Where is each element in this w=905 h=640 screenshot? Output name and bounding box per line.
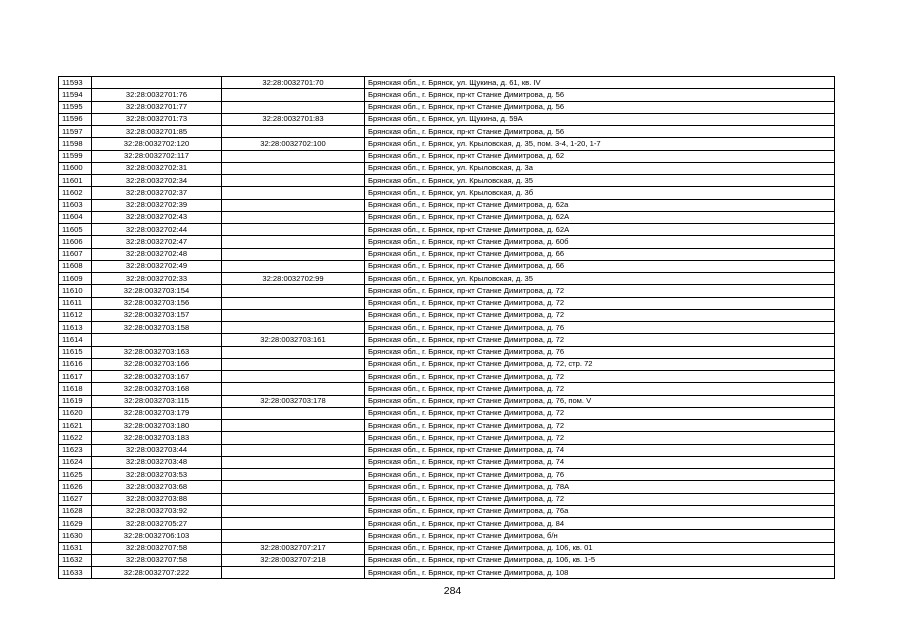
cadastral-number-cell: 32:28:0032703:115 [92,395,222,407]
row-number-cell: 11603 [59,199,92,211]
address-cell: Брянская обл., г. Брянск, пр-кт Станке Димитрова, д. 62А [365,211,835,223]
row-number-cell: 11620 [59,407,92,419]
table-row [59,358,835,370]
address-cell: Брянская обл., г. Брянск, пр-кт Станке Димитрова, д. 72 [365,493,835,505]
address-cell: Брянская обл., г. Брянск, пр-кт Станке Димитрова, д. 66 [365,260,835,272]
address-cell: Брянская обл., г. Брянск, пр-кт Станке Димитрова, д. 108 [365,567,835,579]
table-row [59,444,835,456]
cadastral-number-cell: 32:28:0032703:68 [92,481,222,493]
linked-cadastral-number-cell [222,358,365,370]
linked-cadastral-number-cell: 32:28:0032703:161 [222,334,365,346]
table-row [59,456,835,468]
cadastral-number-cell: 32:28:0032707:222 [92,567,222,579]
cadastral-number-cell: 32:28:0032703:167 [92,371,222,383]
address-cell: Брянская обл., г. Брянск, пр-кт Станке Димитрова, д. 72 [365,420,835,432]
table-row [59,113,835,125]
row-number-cell: 11611 [59,297,92,309]
cadastral-number-cell: 32:28:0032705:27 [92,518,222,530]
table-row [59,346,835,358]
linked-cadastral-number-cell [222,481,365,493]
table-row [59,187,835,199]
cadastral-number-cell: 32:28:0032703:183 [92,432,222,444]
cadastral-number-cell: 32:28:0032703:157 [92,309,222,321]
table-row [59,542,835,554]
row-number-cell: 11630 [59,530,92,542]
address-cell: Брянская обл., г. Брянск, ул. Крыловская, д. 35 [365,175,835,187]
cadastral-number-cell: 32:28:0032701:76 [92,89,222,101]
address-cell: Брянская обл., г. Брянск, пр-кт Станке Димитрова, д. 56 [365,126,835,138]
address-cell: Брянская обл., г. Брянск, пр-кт Станке Димитрова, д. 76 [365,322,835,334]
row-number-cell: 11598 [59,138,92,150]
row-number-cell: 11626 [59,481,92,493]
table-row [59,309,835,321]
table-row [59,334,835,346]
row-number-cell: 11610 [59,285,92,297]
address-cell: Брянская обл., г. Брянск, ул. Крыловская, д. 3а [365,162,835,174]
cadastral-number-cell: 32:28:0032703:180 [92,420,222,432]
linked-cadastral-number-cell [222,285,365,297]
table-row [59,493,835,505]
cadastral-number-cell: 32:28:0032701:85 [92,126,222,138]
linked-cadastral-number-cell [222,150,365,162]
cadastral-number-cell: 32:28:0032702:47 [92,236,222,248]
address-cell: Брянская обл., г. Брянск, пр-кт Станке Димитрова, д. 76 [365,346,835,358]
linked-cadastral-number-cell [222,456,365,468]
row-number-cell: 11618 [59,383,92,395]
address-cell: Брянская обл., г. Брянск, пр-кт Станке Димитрова, д. 74 [365,444,835,456]
row-number-cell: 11629 [59,518,92,530]
address-cell: Брянская обл., г. Брянск, пр-кт Станке Димитрова, д. 72 [365,371,835,383]
cadastral-number-cell: 32:28:0032702:34 [92,175,222,187]
address-cell: Брянская обл., г. Брянск, пр-кт Станке Димитрова, д. 76, пом. V [365,395,835,407]
row-number-cell: 11619 [59,395,92,407]
row-number-cell: 11599 [59,150,92,162]
linked-cadastral-number-cell: 32:28:0032703:178 [222,395,365,407]
row-number-cell: 11607 [59,248,92,260]
address-cell: Брянская обл., г. Брянск, ул. Щукина, д. 59А [365,113,835,125]
row-number-cell: 11628 [59,505,92,517]
row-number-cell: 11622 [59,432,92,444]
address-cell: Брянская обл., г. Брянск, пр-кт Станке Димитрова, д. 76 [365,469,835,481]
row-number-cell: 11600 [59,162,92,174]
page-number: 284 [443,585,462,597]
table-row [59,260,835,272]
row-number-cell: 11595 [59,101,92,113]
cadastral-number-cell: 32:28:0032703:166 [92,358,222,370]
linked-cadastral-number-cell [222,211,365,223]
row-number-cell: 11625 [59,469,92,481]
linked-cadastral-number-cell [222,493,365,505]
linked-cadastral-number-cell [222,420,365,432]
linked-cadastral-number-cell [222,297,365,309]
cadastral-number-cell: 32:28:0032702:31 [92,162,222,174]
address-cell: Брянская обл., г. Брянск, ул. Крыловская, д. 35, пом. 3-4, 1-20, 1-7 [365,138,835,150]
linked-cadastral-number-cell [222,322,365,334]
row-number-cell: 11632 [59,554,92,566]
table-row [59,138,835,150]
table-row [59,248,835,260]
linked-cadastral-number-cell [222,469,365,481]
cadastral-number-cell: 32:28:0032702:117 [92,150,222,162]
cadastral-number-cell [92,77,222,89]
registry-table [58,76,835,579]
table-row [59,162,835,174]
cadastral-number-cell: 32:28:0032707:58 [92,542,222,554]
address-cell: Брянская обл., г. Брянск, пр-кт Станке Димитрова, д. 72 [365,432,835,444]
row-number-cell: 11633 [59,567,92,579]
table-row [59,150,835,162]
linked-cadastral-number-cell [222,199,365,211]
address-cell: Брянская обл., г. Брянск, пр-кт Станке Димитрова, д. 72, стр. 72 [365,358,835,370]
cadastral-number-cell: 32:28:0032703:156 [92,297,222,309]
cadastral-number-cell: 32:28:0032703:179 [92,407,222,419]
table-row [59,481,835,493]
cadastral-number-cell: 32:28:0032703:163 [92,346,222,358]
table-row [59,567,835,579]
row-number-cell: 11606 [59,236,92,248]
address-cell: Брянская обл., г. Брянск, ул. Щукина, д. 61, кв. IV [365,77,835,89]
table-row [59,383,835,395]
table-row [59,175,835,187]
table-row [59,211,835,223]
row-number-cell: 11631 [59,542,92,554]
table-row [59,322,835,334]
address-cell: Брянская обл., г. Брянск, пр-кт Станке Димитрова, д. 72 [365,383,835,395]
row-number-cell: 11613 [59,322,92,334]
table-row [59,505,835,517]
table-row [59,101,835,113]
row-number-cell: 11615 [59,346,92,358]
linked-cadastral-number-cell [222,260,365,272]
address-cell: Брянская обл., г. Брянск, пр-кт Станке Димитрова, д. 106, кв. 1-5 [365,554,835,566]
address-cell: Брянская обл., г. Брянск, пр-кт Станке Димитрова, д. 72 [365,334,835,346]
row-number-cell: 11602 [59,187,92,199]
address-cell: Брянская обл., г. Брянск, пр-кт Станке Димитрова, д. 72 [365,285,835,297]
address-cell: Брянская обл., г. Брянск, пр-кт Станке Димитрова, б/н [365,530,835,542]
row-number-cell: 11624 [59,456,92,468]
row-number-cell: 11605 [59,224,92,236]
row-number-cell: 11623 [59,444,92,456]
linked-cadastral-number-cell: 32:28:0032701:83 [222,113,365,125]
linked-cadastral-number-cell [222,530,365,542]
address-cell: Брянская обл., г. Брянск, пр-кт Станке Димитрова, д. 60б [365,236,835,248]
table-row [59,273,835,285]
table-row [59,530,835,542]
linked-cadastral-number-cell [222,432,365,444]
linked-cadastral-number-cell [222,346,365,358]
cadastral-number-cell [92,334,222,346]
cadastral-number-cell: 32:28:0032702:120 [92,138,222,150]
linked-cadastral-number-cell [222,187,365,199]
row-number-cell: 11621 [59,420,92,432]
table-row [59,371,835,383]
row-number-cell: 11609 [59,273,92,285]
table-row [59,89,835,101]
cadastral-number-cell: 32:28:0032702:37 [92,187,222,199]
address-cell: Брянская обл., г. Брянск, пр-кт Станке Димитрова, д. 62а [365,199,835,211]
row-number-cell: 11593 [59,77,92,89]
address-cell: Брянская обл., г. Брянск, пр-кт Станке Димитрова, д. 78А [365,481,835,493]
cadastral-number-cell: 32:28:0032702:33 [92,273,222,285]
table-row [59,285,835,297]
cadastral-number-cell: 32:28:0032702:43 [92,211,222,223]
linked-cadastral-number-cell [222,126,365,138]
address-cell: Брянская обл., г. Брянск, пр-кт Станке Димитрова, д. 76а [365,505,835,517]
linked-cadastral-number-cell: 32:28:0032707:217 [222,542,365,554]
cadastral-number-cell: 32:28:0032702:49 [92,260,222,272]
cadastral-number-cell: 32:28:0032701:77 [92,101,222,113]
cadastral-number-cell: 32:28:0032703:92 [92,505,222,517]
address-cell: Брянская обл., г. Брянск, пр-кт Станке Димитрова, д. 74 [365,456,835,468]
linked-cadastral-number-cell [222,224,365,236]
linked-cadastral-number-cell: 32:28:0032702:100 [222,138,365,150]
cadastral-number-cell: 32:28:0032706:103 [92,530,222,542]
cadastral-number-cell: 32:28:0032703:154 [92,285,222,297]
row-number-cell: 11614 [59,334,92,346]
row-number-cell: 11601 [59,175,92,187]
address-cell: Брянская обл., г. Брянск, пр-кт Станке Димитрова, д. 66 [365,248,835,260]
row-number-cell: 11627 [59,493,92,505]
cadastral-number-cell: 32:28:0032702:39 [92,199,222,211]
linked-cadastral-number-cell [222,89,365,101]
table-row [59,395,835,407]
address-cell: Брянская обл., г. Брянск, пр-кт Станке Димитрова, д. 72 [365,407,835,419]
linked-cadastral-number-cell: 32:28:0032702:99 [222,273,365,285]
linked-cadastral-number-cell: 32:28:0032707:218 [222,554,365,566]
linked-cadastral-number-cell [222,383,365,395]
linked-cadastral-number-cell [222,505,365,517]
cadastral-number-cell: 32:28:0032703:53 [92,469,222,481]
address-cell: Брянская обл., г. Брянск, ул. Крыловская, д. 35 [365,273,835,285]
table-row [59,126,835,138]
row-number-cell: 11612 [59,309,92,321]
table-row [59,469,835,481]
cadastral-number-cell: 32:28:0032701:73 [92,113,222,125]
row-number-cell: 11596 [59,113,92,125]
linked-cadastral-number-cell [222,236,365,248]
linked-cadastral-number-cell [222,407,365,419]
cadastral-number-cell: 32:28:0032707:58 [92,554,222,566]
row-number-cell: 11604 [59,211,92,223]
registry-table-body [59,77,835,579]
linked-cadastral-number-cell [222,444,365,456]
address-cell: Брянская обл., г. Брянск, пр-кт Станке Димитрова, д. 72 [365,309,835,321]
table-row [59,199,835,211]
cadastral-number-cell: 32:28:0032702:44 [92,224,222,236]
linked-cadastral-number-cell [222,309,365,321]
table-row [59,407,835,419]
address-cell: Брянская обл., г. Брянск, пр-кт Станке Димитрова, д. 56 [365,89,835,101]
table-row [59,297,835,309]
cadastral-number-cell: 32:28:0032703:88 [92,493,222,505]
cadastral-number-cell: 32:28:0032702:48 [92,248,222,260]
address-cell: Брянская обл., г. Брянск, пр-кт Станке Димитрова, д. 56 [365,101,835,113]
linked-cadastral-number-cell [222,567,365,579]
linked-cadastral-number-cell [222,371,365,383]
row-number-cell: 11617 [59,371,92,383]
linked-cadastral-number-cell [222,101,365,113]
table-row [59,554,835,566]
address-cell: Брянская обл., г. Брянск, пр-кт Станке Димитрова, д. 72 [365,297,835,309]
cadastral-number-cell: 32:28:0032703:168 [92,383,222,395]
cadastral-number-cell: 32:28:0032703:44 [92,444,222,456]
table-row [59,77,835,89]
cadastral-number-cell: 32:28:0032703:158 [92,322,222,334]
row-number-cell: 11616 [59,358,92,370]
address-cell: Брянская обл., г. Брянск, пр-кт Станке Димитрова, д. 62 [365,150,835,162]
address-cell: Брянская обл., г. Брянск, пр-кт Станке Димитрова, д. 62А [365,224,835,236]
linked-cadastral-number-cell [222,248,365,260]
address-cell: Брянская обл., г. Брянск, пр-кт Станке Димитрова, д. 106, кв. 01 [365,542,835,554]
table-row [59,224,835,236]
row-number-cell: 11594 [59,89,92,101]
table-row [59,420,835,432]
row-number-cell: 11608 [59,260,92,272]
linked-cadastral-number-cell [222,162,365,174]
linked-cadastral-number-cell [222,175,365,187]
address-cell: Брянская обл., г. Брянск, ул. Крыловская, д. 3б [365,187,835,199]
table-row [59,236,835,248]
table-row [59,432,835,444]
row-number-cell: 11597 [59,126,92,138]
linked-cadastral-number-cell: 32:28:0032701:70 [222,77,365,89]
linked-cadastral-number-cell [222,518,365,530]
table-row [59,518,835,530]
address-cell: Брянская обл., г. Брянск, пр-кт Станке Димитрова, д. 84 [365,518,835,530]
cadastral-number-cell: 32:28:0032703:48 [92,456,222,468]
